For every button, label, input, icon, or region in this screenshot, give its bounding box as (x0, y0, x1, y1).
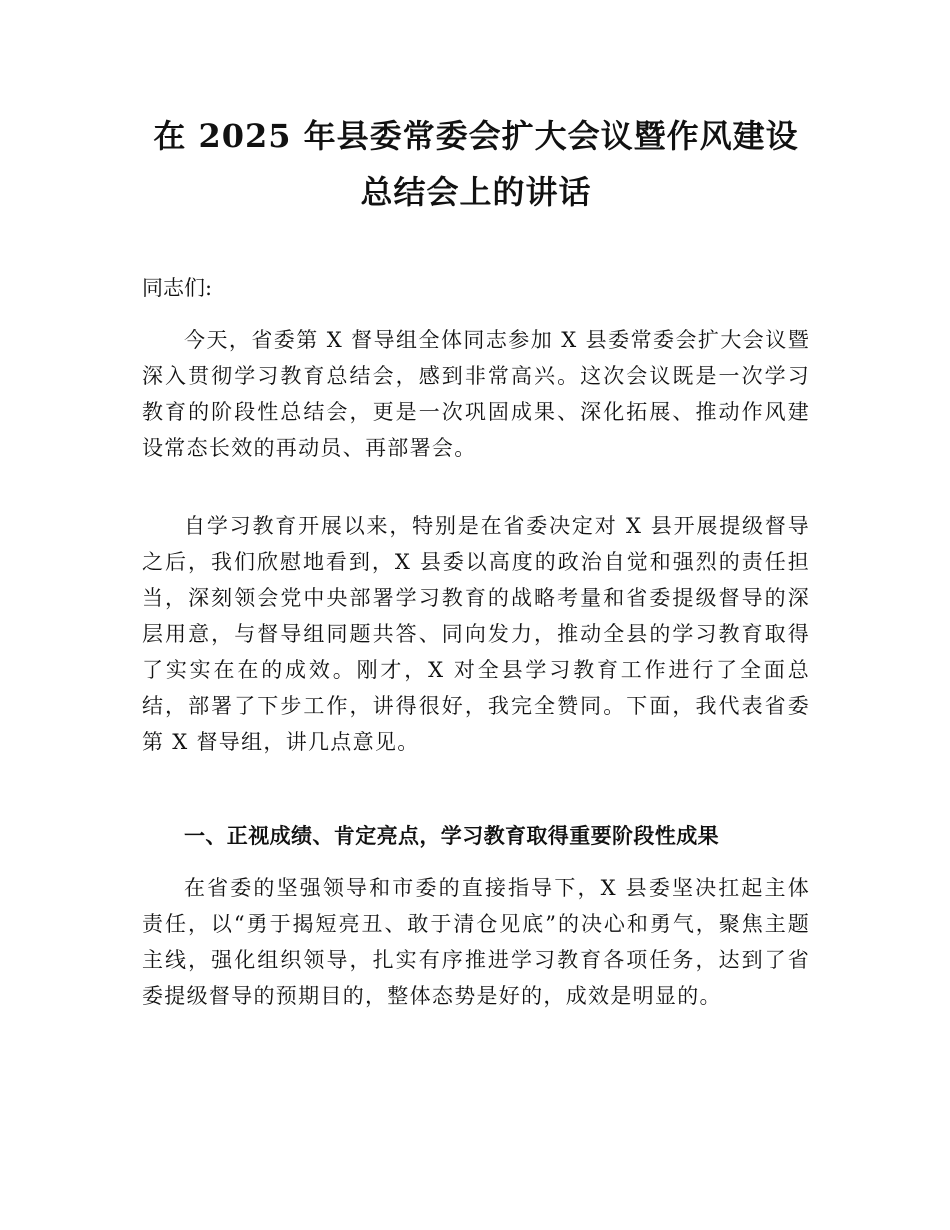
section-heading-1: 一、正视成绩、肯定亮点，学习教育取得重要阶段性成果 (184, 824, 719, 848)
salutation: 同志们: (142, 276, 213, 300)
paragraph-section-1: 在省委的坚强领导和市委的直接指导下，X 县委坚决扛起主体责任，以“勇于揭短亮丑、敢于清仓见底”的决心和勇气，聚焦主题主线，强化组织领导，扎实有序推进学习教育各项任务，达到了省委提级督导的预期目的，整体态势是好的，成效是明显的。 (142, 876, 810, 1008)
paragraph-opening: 今天，省委第 X 督导组全体同志参加 X 县委常委会扩大会议暨深入贯彻学习教育总结会，感到非常高兴。这次会议既是一次学习教育的阶段性总结会，更是一次巩固成果、深化拓展、推动作风建设常态长效的再动员、再部署会。 (142, 328, 810, 460)
document-title: 在 2025 年县委常委会扩大会议暨作风建设总结会上的讲话 (153, 117, 799, 211)
paragraph-background: 自学习教育开展以来，特别是在省委决定对 X 县开展提级督导之后，我们欣慰地看到，X 县委以高度的政治自觉和强烈的责任担当，深刻领会党中央部署学习教育的战略考量和省委提级督导的深层用意，与督导组同题共答、同向发力，推动全县的学习教育取得了实实在在的成效。刚才，X 对全县学习教育工作进行了全面总结，部署了下步工作，讲得很好，我完全赞同。下面，我代表省委第 X 督导组，讲几点意见。 (142, 514, 810, 754)
